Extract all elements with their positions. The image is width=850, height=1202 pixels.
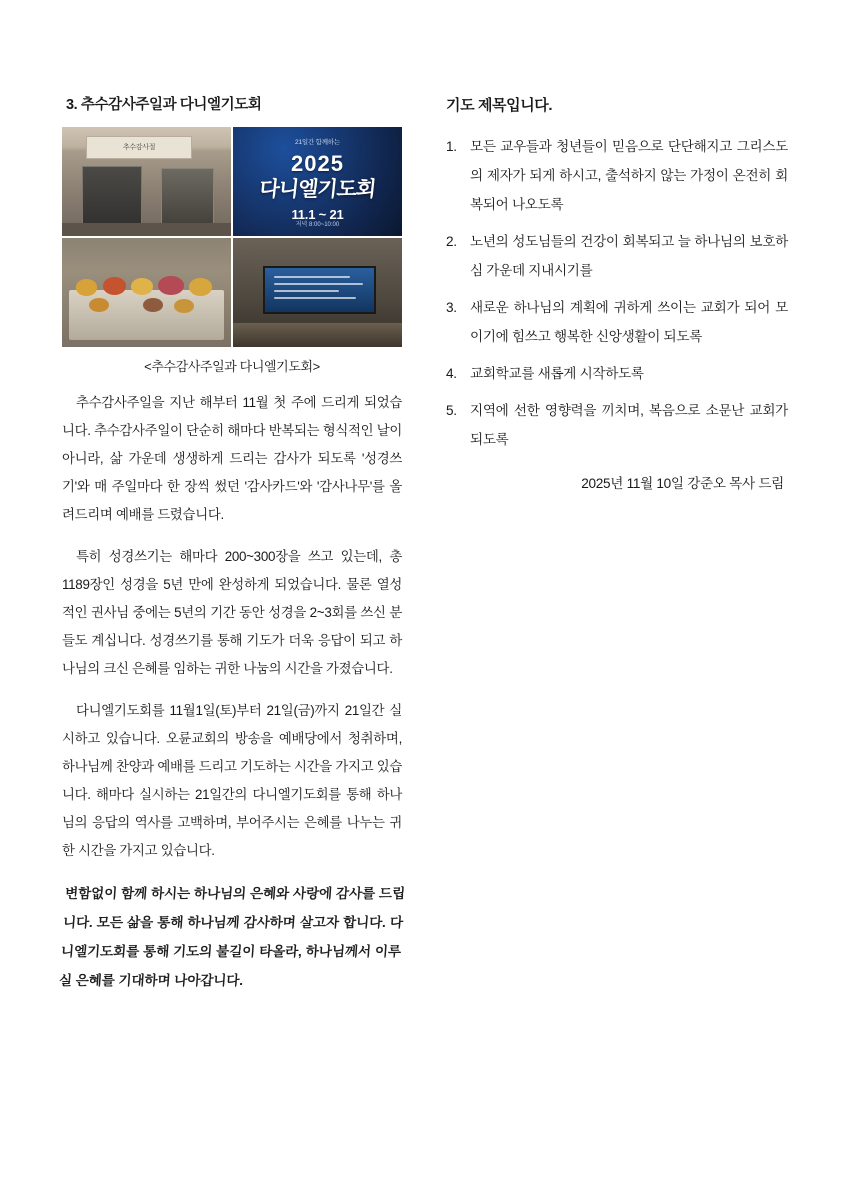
poster-tagline: 21일간 함께하는 <box>295 138 340 146</box>
list-item-number: 4. <box>446 365 457 381</box>
list-item-number: 5. <box>446 402 457 418</box>
body-paragraph: 다니엘기도회를 11월1일(토)부터 21일(금)까지 21일간 실시하고 있습니다. 오륜교회의 방송을 예배당에서 청취하며, 하나님께 찬양과 예배를 드리고 기도하는 시간을 가지고 있습니다. 해마다 실시하는 21일간의 다니엘기도회를 통해 하나님의 응답의 역사를 고백하며, 부어주시는 은혜를 나누는 귀한 시간을 가지고 있습니다. <box>62 702 402 858</box>
list-item-number: 2. <box>446 233 457 249</box>
fruit-item <box>189 278 213 295</box>
fruit-item <box>158 276 183 295</box>
church-pew <box>233 323 402 347</box>
fruit-item <box>89 298 109 312</box>
list-item-label: 노년의 성도님들의 건강이 회복되고 늘 하나님의 보호하심 가운데 지내시기를 <box>470 233 788 278</box>
list-item-label: 모든 교우들과 청년들이 믿음으로 단단해지고 그리스도의 제자가 되게 하시고, 출석하지 않는 가정이 온전히 회복되어 나오도록 <box>470 138 788 212</box>
fruit-item <box>103 277 127 294</box>
left-column <box>58 96 406 995</box>
list-item-label: 새로운 하나님의 계획에 귀하게 쓰이는 교회가 되어 모이기에 힘쓰고 행복한 신앙생활이 되도록 <box>470 299 788 344</box>
photo-collage <box>62 127 402 347</box>
photo-caption: <추수감사주일과 다니엘기도회> <box>144 358 320 374</box>
screen-text-line <box>274 283 363 285</box>
prayer-list-heading: 기도 제목입니다. <box>446 97 553 114</box>
broadcast-screen <box>263 266 375 314</box>
list-item <box>446 359 788 388</box>
list-item-number: 3. <box>446 299 457 315</box>
list-item <box>446 293 788 351</box>
fruit-item <box>131 278 153 294</box>
handwritten-closing-note: 변함없이 함께 하시는 하나님의 은혜와 사랑에 감사를 드립니다. 모든 삶을 통해 하나님께 감사하며 살고자 합니다. 다니엘기도회를 통해 기도의 불길이 타올라, 하나님께서 이루실 은혜를 기대하며 나아갑니다. <box>58 885 406 988</box>
screen-text-line <box>274 276 350 278</box>
right-column <box>446 96 788 995</box>
poster-year: 2025 <box>291 150 344 176</box>
shop-front-photo <box>62 127 231 236</box>
prayer-request-list <box>446 132 788 454</box>
poster-date-range: 11.1 ~ 21 <box>291 206 344 222</box>
list-item <box>446 227 788 285</box>
shop-signboard-text: 추수감사절 <box>86 136 193 160</box>
screen-text-line <box>274 297 356 299</box>
signature-line: 2025년 11월 10일 강준오 목사 드림 <box>581 475 784 491</box>
section-heading: 3. 추수감사주일과 다니엘기도회 <box>66 97 262 113</box>
daniel-prayer-poster-photo <box>233 127 402 236</box>
list-item-number: 1. <box>446 138 457 154</box>
sanctuary-broadcast-screen-photo <box>233 238 402 347</box>
table-cloth <box>69 290 224 340</box>
poster-title: 다니엘기도회 <box>258 177 377 201</box>
shop-floor <box>62 223 231 236</box>
fruit-item <box>76 279 98 295</box>
poster-time: 저녁 8:00~10:00 <box>295 222 340 229</box>
fruit-item <box>174 299 194 313</box>
body-paragraph: 특히 성경쓰기는 해마다 200~300장을 쓰고 있는데, 총 1189장인 성경을 5년 만에 완성하게 되었습니다. 물론 열성적인 권사님 중에는 5년의 기간 동안 성경을 2~3회를 쓰신 분들도 계십니다. 성경쓰기를 통해 기도가 더욱 응답이 되고 하나님의 크신 은혜를 임하는 귀한 나눔의 시간을 가졌습니다. <box>62 548 402 676</box>
shop-window <box>161 168 214 227</box>
thanksgiving-fruit-table-photo <box>62 238 231 347</box>
body-paragraph: 추수감사주일을 지난 해부터 11월 첫 주에 드리게 되었습니다. 추수감사주일이 단순히 해마다 반복되는 형식적인 날이 아니라, 삶 가운데 생생하게 드리는 감사가 되도록 '성경쓰기'와 매 주일마다 한 장씩 썼던 '감사카드'와 '감사나무'를 올려드리며 예배를 드렸습니다. <box>62 394 402 522</box>
screen-text-line <box>274 290 339 292</box>
list-item <box>446 396 788 454</box>
list-item-label: 교회학교를 새롭게 시작하도록 <box>470 365 644 381</box>
list-item-label: 지역에 선한 영향력을 끼치며, 복음으로 소문난 교회가 되도록 <box>470 402 788 447</box>
list-item <box>446 132 788 219</box>
two-column-layout <box>58 96 788 995</box>
